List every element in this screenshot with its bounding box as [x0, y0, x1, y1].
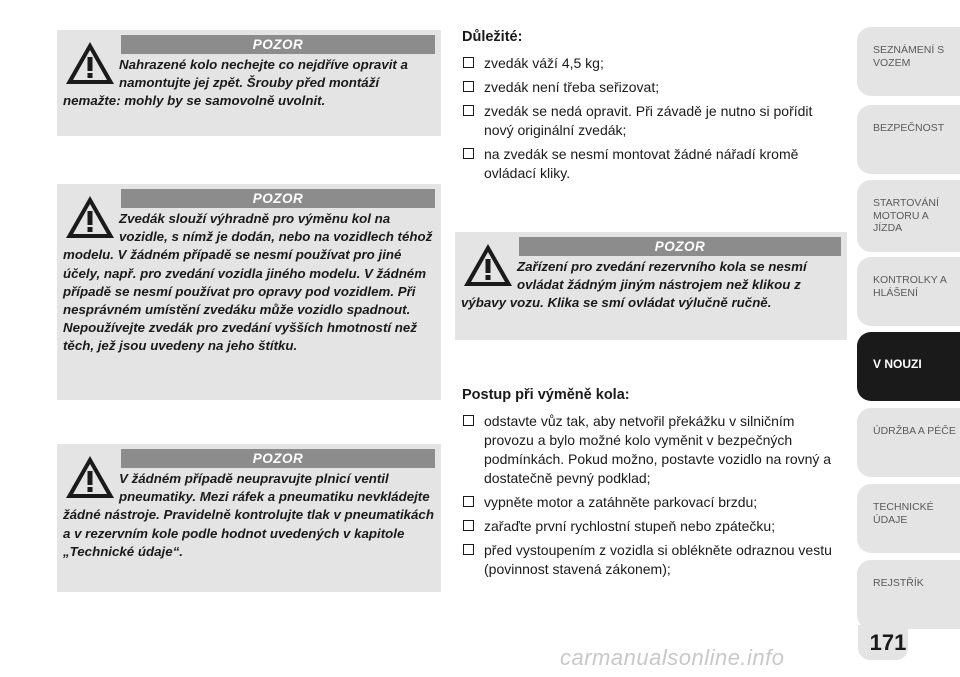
- list-item: vypněte motor a zatáhněte parkovací brzdu;: [462, 493, 844, 512]
- warning-label: POZOR: [121, 449, 435, 468]
- tab-seznameni[interactable]: SEZNÁMENÍ S VOZEM: [857, 27, 960, 96]
- tab-startovani[interactable]: STARTOVÁNÍ MOTORU A JÍZDA: [857, 180, 960, 252]
- warning-label: POZOR: [519, 237, 841, 256]
- checkbox-bullet-icon: [463, 415, 474, 426]
- procedure-list: [462, 412, 844, 579]
- checkbox-bullet-icon: [463, 496, 474, 507]
- warning-text: Zařízení pro zvedání rezervního kola se nesmí ovládat žádným jiným nástrojem než klikou z výbavy vozu. Klika se smí ovládat výlučně ručně.: [461, 259, 807, 311]
- checkbox-bullet-icon: [463, 148, 474, 159]
- tab-udrzba[interactable]: ÚDRŽBA A PÉČE: [857, 408, 960, 477]
- list-item: na zvedák se nesmí montovat žádné nářadí kromě ovládací kliky.: [462, 145, 844, 183]
- warning-text: Zvedák slouží výhradně pro výměnu kol na vozidle, s nímž je dodán, nebo na vozidlech téhož modelu. V žádném případě se nesmí používat pro jiné účely, např. pro zvedání vozidla jiného modelu. V žádném případě se nesmí používat pro opravy pod vozidlem. Při nesprávném umístění zvedáku může vozidlo spadnout. Nepoužívejte zvedák pro zvedání vyšších hmotností než těch, jež jsou uvedeny na jeho štítku.: [63, 211, 433, 354]
- tab-technicke[interactable]: TECHNICKÉ ÚDAJE: [857, 484, 960, 553]
- list-item: zvedák není třeba seřizovat;: [462, 78, 844, 97]
- list-item: zvedák váží 4,5 kg;: [462, 54, 844, 73]
- warning-text: Nahrazené kolo nechejte co nejdříve opravit a namontujte jej zpět. Šrouby před montáží nemažte: mohly by se samovolně uvolnit.: [63, 57, 408, 109]
- important-list: [462, 54, 844, 183]
- tab-v-nouzi[interactable]: V NOUZI: [857, 332, 960, 401]
- list-item: odstavte vůz tak, aby netvořil překážku v silničním provozu a bylo možné kolo vyměnit v bezpečných podmínkách. Pokud možno, postavte vozidlo na rovný a dostatečně pevný podklad;: [462, 412, 844, 488]
- checkbox-bullet-icon: [463, 544, 474, 555]
- warning-label: POZOR: [121, 35, 435, 54]
- checkbox-bullet-icon: [463, 105, 474, 116]
- checkbox-bullet-icon: [463, 81, 474, 92]
- tab-rejstrik[interactable]: REJSTŘÍK: [857, 560, 960, 629]
- warning-label: POZOR: [121, 189, 435, 208]
- checkbox-bullet-icon: [463, 520, 474, 531]
- list-item: zvedák se nedá opravit. Při závadě je nutno si pořídit nový originální zvedák;: [462, 102, 844, 140]
- tab-kontrolky[interactable]: KONTROLKY A HLÁŠENÍ: [857, 257, 960, 326]
- important-section: [462, 28, 844, 188]
- page-number: 171: [869, 630, 907, 655]
- list-item: před vystoupením z vozidla si oblékněte odraznou vestu (povinnost stavená zákonem);: [462, 541, 844, 579]
- checkbox-bullet-icon: [463, 57, 474, 68]
- warning-text: V žádném případě neupravujte plnicí ventil pneumatiky. Mezi ráfek a pneumatiku nevkládejte žádné nástroje. Pravidelně kontrolujte tlak v pneumatikách a v rezervním kole podle hodnot uvedených v kapitole „Technické údaje“.: [63, 471, 434, 559]
- warning-box-wheel: [57, 30, 441, 136]
- list-item: zařaďte první rychlostní stupeň nebo zpátečku;: [462, 517, 844, 536]
- watermark: carmanualsonline.info: [560, 645, 785, 670]
- procedure-section: [462, 386, 844, 584]
- tab-bezpecnost[interactable]: BEZPEČNOST: [857, 105, 960, 174]
- procedure-title: Postup při výměně kola:: [462, 387, 630, 403]
- warning-box-jack: [57, 184, 441, 400]
- warning-box-crank: [455, 232, 847, 340]
- important-title: Důležité:: [462, 29, 523, 45]
- warning-box-valve: [57, 444, 441, 592]
